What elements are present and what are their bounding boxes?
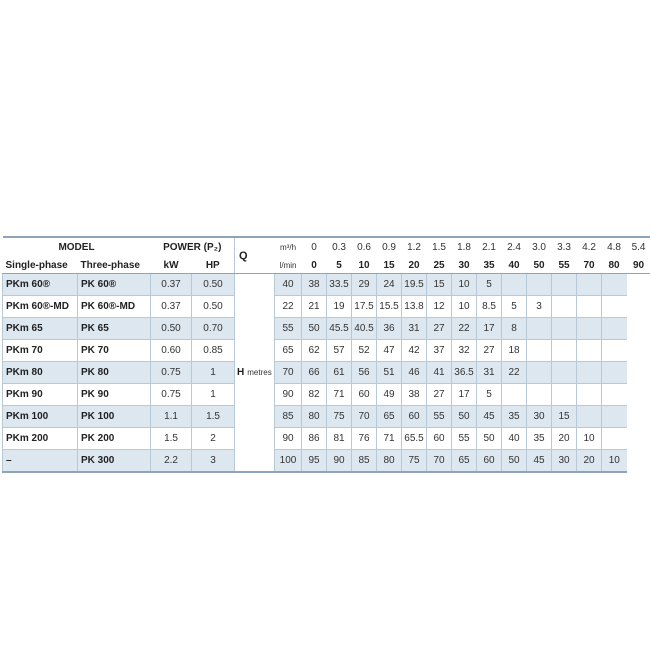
flow-m3h-value: 1.8	[457, 242, 471, 253]
head-value	[602, 384, 627, 406]
head-value: 31	[477, 362, 502, 384]
flow-m3h-value: 0.3	[332, 242, 346, 253]
head-value: 36	[377, 318, 402, 340]
head-value: 70	[427, 450, 452, 473]
head-value: 70	[352, 406, 377, 428]
flow-lmin-value: 5	[327, 257, 352, 274]
head-value	[577, 274, 602, 296]
head-value: 95	[302, 450, 327, 473]
head-value	[552, 274, 577, 296]
table-row	[3, 450, 650, 473]
table-row	[3, 384, 650, 406]
head-value: 8	[502, 318, 527, 340]
head-value: 65	[452, 450, 477, 473]
head-value: 85	[275, 406, 302, 428]
head-value: 86	[302, 428, 327, 450]
three-phase-model: PK 90	[78, 384, 151, 406]
head-value	[527, 362, 552, 384]
flow-lmin-value: 50	[527, 257, 552, 274]
head-value: 52	[352, 340, 377, 362]
head-value: 20	[552, 428, 577, 450]
head-value: 82	[302, 384, 327, 406]
head-value	[577, 406, 602, 428]
three-phase-model: PK 300	[78, 450, 151, 473]
head-value	[502, 384, 527, 406]
head-value	[502, 274, 527, 296]
head-value: 36.5	[452, 362, 477, 384]
head-value: 20	[577, 450, 602, 473]
head-value: 5	[477, 274, 502, 296]
three-phase-model: PK 70	[78, 340, 151, 362]
head-value: 22	[502, 362, 527, 384]
head-value: 38	[402, 384, 427, 406]
power-kw: 1.5	[151, 428, 192, 450]
head-value: 90	[275, 384, 302, 406]
head-value: 66	[302, 362, 327, 384]
head-value	[577, 318, 602, 340]
head-label-cell	[235, 274, 275, 473]
head-value: 40	[275, 274, 302, 296]
head-value: 80	[302, 406, 327, 428]
head-value: 80	[377, 450, 402, 473]
head-value: 10	[452, 274, 477, 296]
head-value: 27	[427, 318, 452, 340]
flow-m3h-value: 2.1	[482, 242, 496, 253]
power-hp: 3	[192, 450, 235, 473]
flow-m3h-value: 5.4	[631, 242, 646, 253]
head-value: 55	[275, 318, 302, 340]
power-hp: 2	[192, 428, 235, 450]
head-value: 50	[502, 450, 527, 473]
head-value: 50	[302, 318, 327, 340]
power-kw: 0.37	[151, 296, 192, 318]
head-value: 51	[377, 362, 402, 384]
head-value	[527, 340, 552, 362]
head-value	[527, 384, 552, 406]
flow-lmin-value: 55	[552, 257, 577, 274]
metres-label: metres	[247, 368, 272, 377]
head-value: 18	[502, 340, 527, 362]
head-value: 55	[452, 428, 477, 450]
flow-lmin-value: 15	[377, 257, 402, 274]
head-value: 3	[527, 296, 552, 318]
head-value: 30	[527, 406, 552, 428]
head-value	[602, 406, 627, 428]
three-phase-header: Three-phase	[78, 257, 151, 274]
head-value: 38	[302, 274, 327, 296]
head-value: 50	[477, 428, 502, 450]
head-value: 65.5	[402, 428, 427, 450]
power-header: POWER (P₂)	[163, 242, 222, 253]
head-value: 65	[275, 340, 302, 362]
head-value	[552, 340, 577, 362]
flow-lmin-value: 70	[577, 257, 602, 274]
head-value	[602, 296, 627, 318]
head-value: 35	[527, 428, 552, 450]
flow-lmin-value: 10	[352, 257, 377, 274]
head-value: 90	[327, 450, 352, 473]
performance-table-container	[2, 236, 648, 473]
head-value	[602, 340, 627, 362]
head-value: 60	[427, 428, 452, 450]
head-value: 35	[502, 406, 527, 428]
single-phase-model: PKm 100	[3, 406, 78, 428]
head-value: 76	[352, 428, 377, 450]
power-kw: 0.75	[151, 384, 192, 406]
head-value: 5	[477, 384, 502, 406]
head-value: 37	[427, 340, 452, 362]
head-value: 30	[552, 450, 577, 473]
flow-m3h-value: 0.9	[382, 242, 396, 253]
head-value	[552, 384, 577, 406]
head-value: 45	[477, 406, 502, 428]
power-kw: 0.50	[151, 318, 192, 340]
three-phase-model: PK 80	[78, 362, 151, 384]
h-letter: H	[237, 367, 245, 378]
head-value: 22	[275, 296, 302, 318]
three-phase-model: PK 60®	[78, 274, 151, 296]
three-phase-model: PK 200	[78, 428, 151, 450]
single-phase-header: Single-phase	[3, 257, 78, 274]
head-value	[602, 274, 627, 296]
head-value	[602, 362, 627, 384]
head-value	[527, 318, 552, 340]
three-phase-model: PK 100	[78, 406, 151, 428]
head-value: 60	[402, 406, 427, 428]
flow-m3h-value: 3.3	[557, 242, 571, 253]
head-value: 5	[502, 296, 527, 318]
flow-unit-lmin: l/min	[275, 257, 302, 274]
single-phase-model: –	[3, 450, 78, 473]
head-value: 50	[452, 406, 477, 428]
power-kw: 1.1	[151, 406, 192, 428]
power-kw: 2.2	[151, 450, 192, 473]
head-value: 42	[402, 340, 427, 362]
head-value: 17.5	[352, 296, 377, 318]
flow-m3h-value: 2.4	[507, 242, 521, 253]
head-value	[552, 362, 577, 384]
head-value: 61	[327, 362, 352, 384]
head-value: 22	[452, 318, 477, 340]
flow-m3h-value: 1.5	[432, 242, 446, 253]
head-value: 10	[452, 296, 477, 318]
power-kw: 0.37	[151, 274, 192, 296]
head-value: 75	[402, 450, 427, 473]
head-value: 56	[352, 362, 377, 384]
header-row-1	[3, 237, 650, 257]
head-value: 40	[502, 428, 527, 450]
flow-m3h-value: 3.0	[532, 242, 546, 253]
head-value: 65	[377, 406, 402, 428]
head-value: 57	[327, 340, 352, 362]
hp-header: HP	[192, 257, 235, 274]
head-value: 29	[352, 274, 377, 296]
table-row	[3, 340, 650, 362]
head-value: 15.5	[377, 296, 402, 318]
head-value: 24	[377, 274, 402, 296]
power-hp: 1	[192, 362, 235, 384]
head-value	[527, 274, 552, 296]
head-value: 10	[577, 428, 602, 450]
flow-lmin-value: 20	[402, 257, 427, 274]
head-value: 8.5	[477, 296, 502, 318]
head-value: 71	[377, 428, 402, 450]
power-hp: 0.50	[192, 296, 235, 318]
flow-unit-m3h: m³/h	[280, 243, 297, 252]
table-row	[3, 362, 650, 384]
flow-lmin-value: 30	[452, 257, 477, 274]
head-value	[602, 318, 627, 340]
performance-table	[2, 236, 650, 473]
three-phase-model: PK 65	[78, 318, 151, 340]
flow-lmin-value: 25	[427, 257, 452, 274]
head-value: 10	[602, 450, 627, 473]
head-value: 31	[402, 318, 427, 340]
head-value: 15	[427, 274, 452, 296]
head-value: 45.5	[327, 318, 352, 340]
head-value: 41	[427, 362, 452, 384]
kw-header: kW	[151, 257, 192, 274]
head-value: 19	[327, 296, 352, 318]
power-hp: 0.85	[192, 340, 235, 362]
head-value: 19.5	[402, 274, 427, 296]
head-value: 49	[377, 384, 402, 406]
power-kw: 0.75	[151, 362, 192, 384]
head-value	[577, 384, 602, 406]
flow-lmin-value: 80	[602, 257, 627, 274]
head-value: 32	[452, 340, 477, 362]
three-phase-model: PK 60®-MD	[78, 296, 151, 318]
head-value: 46	[402, 362, 427, 384]
head-value: 62	[302, 340, 327, 362]
power-hp: 1.5	[192, 406, 235, 428]
model-header: MODEL	[58, 242, 95, 253]
table-row	[3, 318, 650, 340]
single-phase-model: PKm 70	[3, 340, 78, 362]
head-value: 70	[275, 362, 302, 384]
header-row-2	[3, 257, 650, 274]
head-value: 60	[477, 450, 502, 473]
power-hp: 0.50	[192, 274, 235, 296]
head-value	[577, 340, 602, 362]
single-phase-model: PKm 80	[3, 362, 78, 384]
head-value: 33.5	[327, 274, 352, 296]
single-phase-model: PKm 200	[3, 428, 78, 450]
head-value: 17	[477, 318, 502, 340]
flow-m3h-value: 4.8	[607, 242, 621, 253]
head-value: 55	[427, 406, 452, 428]
single-phase-model: PKm 65	[3, 318, 78, 340]
head-value: 27	[427, 384, 452, 406]
head-value: 85	[352, 450, 377, 473]
head-value: 71	[327, 384, 352, 406]
power-hp: 0.70	[192, 318, 235, 340]
flow-lmin-value: 35	[477, 257, 502, 274]
head-value: 100	[275, 450, 302, 473]
single-phase-model: PKm 60®	[3, 274, 78, 296]
flow-lmin-value: 90	[627, 257, 650, 274]
flow-lmin-value: 0	[302, 257, 327, 274]
table-row	[3, 406, 650, 428]
head-value	[602, 428, 627, 450]
flow-m3h-value: 0.6	[357, 242, 371, 253]
q-label	[235, 237, 275, 274]
head-value: 13.8	[402, 296, 427, 318]
head-value: 75	[327, 406, 352, 428]
head-value: 40.5	[352, 318, 377, 340]
single-phase-model: PKm 60®-MD	[3, 296, 78, 318]
flow-m3h-value: 0	[311, 242, 317, 253]
head-value	[552, 296, 577, 318]
head-value: 21	[302, 296, 327, 318]
power-hp: 1	[192, 384, 235, 406]
head-value	[552, 318, 577, 340]
head-value: 47	[377, 340, 402, 362]
head-value: 17	[452, 384, 477, 406]
head-value	[577, 296, 602, 318]
head-value: 60	[352, 384, 377, 406]
flow-m3h-value: 4.2	[582, 242, 596, 253]
head-value: 90	[275, 428, 302, 450]
single-phase-model: PKm 90	[3, 384, 78, 406]
table-row	[3, 428, 650, 450]
table-row	[3, 296, 650, 318]
flow-m3h-value: 1.2	[407, 242, 421, 253]
power-kw: 0.60	[151, 340, 192, 362]
q-letter: Q	[239, 249, 248, 262]
head-value: 15	[552, 406, 577, 428]
head-value	[577, 362, 602, 384]
head-value: 81	[327, 428, 352, 450]
table-body	[3, 274, 650, 473]
table-row	[3, 274, 650, 296]
head-value: 45	[527, 450, 552, 473]
head-value: 27	[477, 340, 502, 362]
head-value: 12	[427, 296, 452, 318]
flow-lmin-value: 40	[502, 257, 527, 274]
